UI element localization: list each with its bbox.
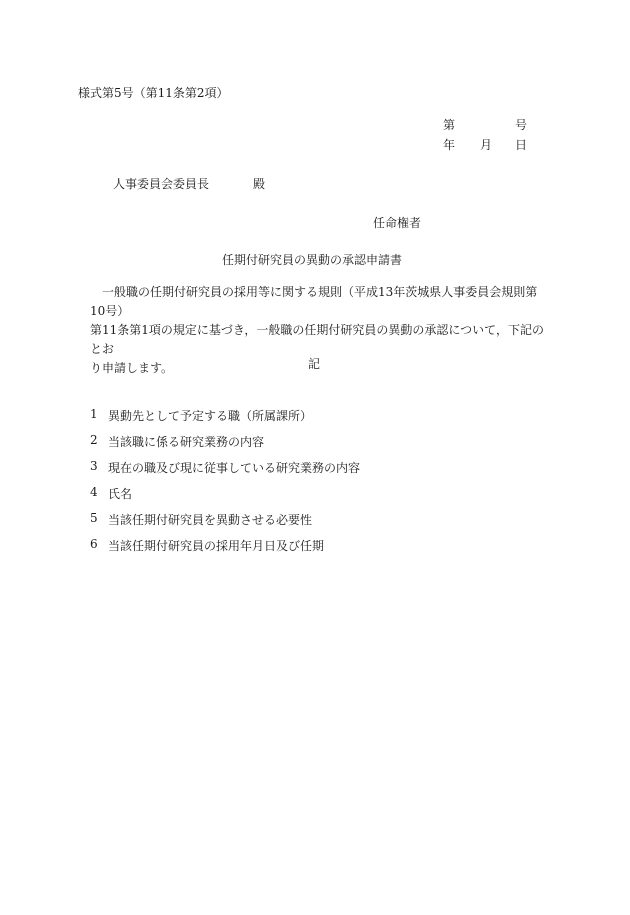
list-item-number: 4 <box>90 485 98 499</box>
body-line-1: 一般職の任期付研究員の採用等に関する規則（平成13年茨城県人事委員会規則第10号） <box>90 285 538 318</box>
list-item <box>90 511 312 528</box>
list-item-text: 現在の職及び現に従事している研究業務の内容 <box>108 461 361 475</box>
list-item <box>90 407 312 424</box>
list-item-number: 5 <box>90 511 98 525</box>
list-item <box>90 485 132 502</box>
document-title: 任期付研究員の異動の承認申請書 <box>222 253 403 267</box>
body-line-2: 第11条第1項の規定に基づき，一般職の任期付研究員の異動の承認について，下記のとお <box>90 323 544 356</box>
list-item-text: 異動先として予定する職（所属課所） <box>108 409 313 423</box>
list-item-text: 氏名 <box>108 487 133 501</box>
appointer-label: 任命権者 <box>373 216 422 230</box>
list-item-text: 当該職に係る研究業務の内容 <box>108 435 265 449</box>
list-item-number: 2 <box>90 433 98 447</box>
addressee-title: 人事委員会委員長 <box>113 177 210 191</box>
form-number: 様式第5号（第11条第2項） <box>78 86 229 100</box>
addressee-honorific: 殿 <box>253 177 266 191</box>
list-item-text: 当該任期付研究員の採用年月日及び任期 <box>108 539 325 553</box>
date-year-label: 年 <box>443 138 456 152</box>
list-item <box>90 459 360 476</box>
list-item-number: 6 <box>90 537 98 551</box>
document-number-prefix: 第 <box>443 118 456 132</box>
body-paragraph <box>90 283 552 378</box>
body-line-3: り申請します。 <box>90 361 174 375</box>
list-item-number: 3 <box>90 459 98 473</box>
list-item-number: 1 <box>90 407 98 421</box>
ki-heading: 記 <box>308 357 321 371</box>
date-day-label: 日 <box>515 138 528 152</box>
date-month-label: 月 <box>480 138 493 152</box>
list-item-text: 当該任期付研究員を異動させる必要性 <box>108 513 313 527</box>
list-item <box>90 433 264 450</box>
list-item <box>90 537 324 554</box>
document-number-suffix: 号 <box>515 118 528 132</box>
